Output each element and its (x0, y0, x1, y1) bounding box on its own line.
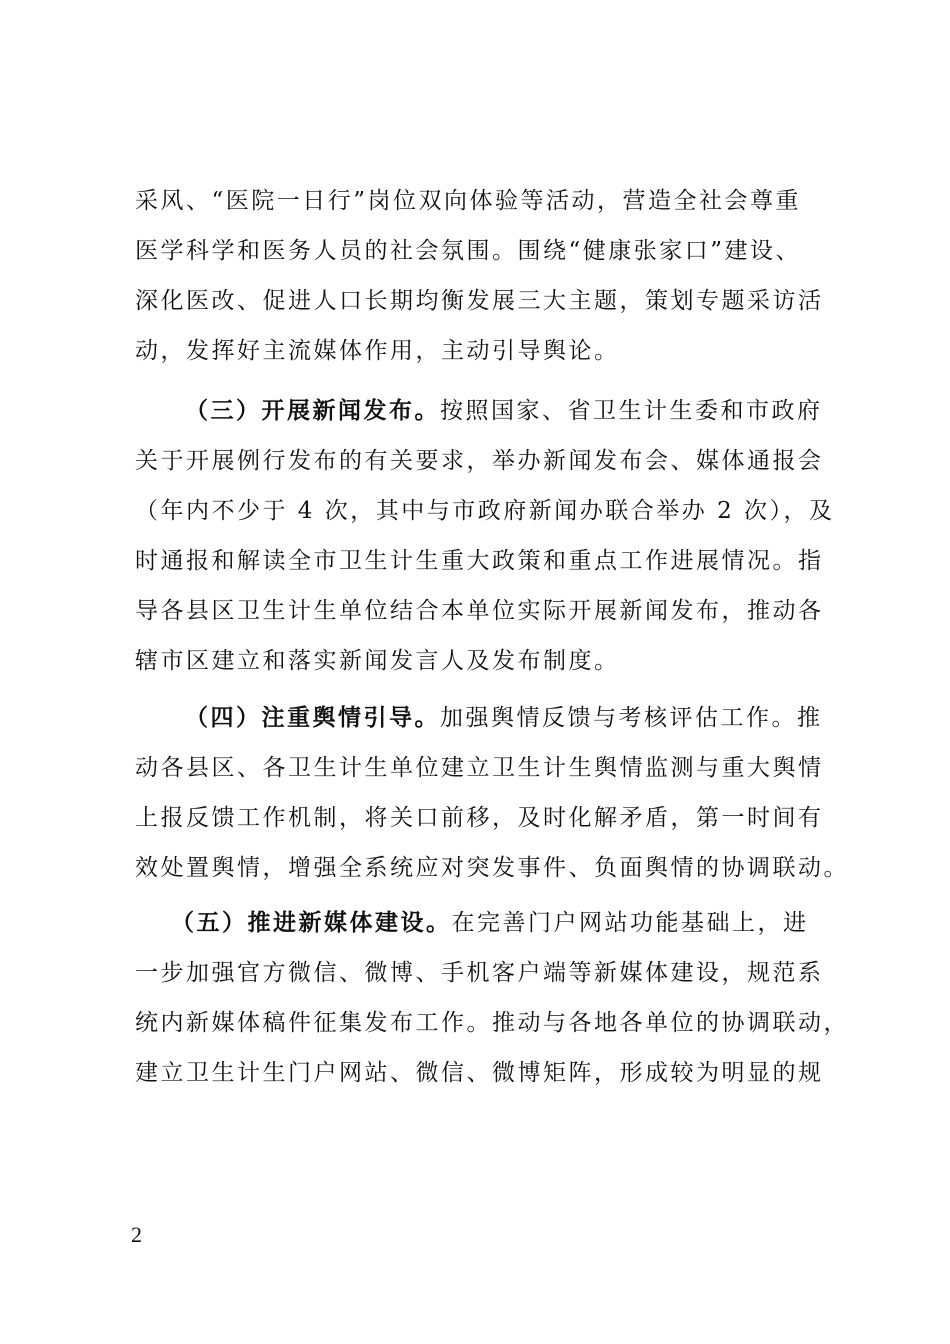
text-line: 深化医改、促进人口长期均衡发展三大主题，策划专题采访活 (135, 288, 824, 314)
text-line: 上报反馈工作机制，将关口前移，及时化解矛盾，第一时间有 (135, 805, 824, 831)
section-heading: （五）推进新媒体建设。 (171, 910, 452, 936)
paragraph-news-release (135, 386, 835, 686)
paragraph-media-activities (135, 176, 835, 376)
text-line: 建立卫生计生门户网站、微信、微博矩阵，形成较为明显的规 (135, 1060, 824, 1086)
text-line: 医学科学和医务人员的社会氛围。围绕“健康张家口”建设、 (135, 238, 802, 264)
text-line: 采风、“医院一日行”岗位双向体验等活动，营造全社会尊重 (135, 188, 802, 214)
text-line: 效处置舆情，增强全系统应对突发事件、负面舆情的协调联动。 (135, 855, 849, 881)
paragraph-first-line (135, 386, 835, 436)
text-line: 统内新媒体稿件征集发布工作。推动与各地各单位的协调联动， (135, 1010, 849, 1036)
section-heading: （四）注重舆情引导。 (185, 705, 440, 731)
page-number: 2 (131, 1222, 142, 1247)
paragraph-new-media (135, 898, 849, 1098)
text-run: 加强舆情反馈与考核评估工作。推 (440, 705, 823, 731)
text-line: 时通报和解读全市卫生计生重大政策和重点工作进展情况。指 (135, 548, 824, 574)
paragraph-first-line (135, 898, 835, 948)
text-line: 一步加强官方微信、微博、手机客户端等新媒体建设，规范系 (135, 960, 824, 986)
text-line: 导各县区卫生计生单位结合本单位实际开展新闻发布，推动各 (135, 598, 824, 624)
text-line: 动各县区、各卫生计生单位建立卫生计生舆情监测与重大舆情 (135, 755, 824, 781)
text-line: 关于开展例行发布的有关要求，举办新闻发布会、媒体通报会 (135, 448, 824, 474)
text-run: 在完善门户网站功能基础上，进 (451, 910, 809, 936)
section-heading: （三）开展新闻发布。 (185, 398, 440, 424)
text-run: 按照国家、省卫生计生委和市政府 (440, 398, 823, 424)
text-line: 辖市区建立和落实新闻发言人及发布制度。 (135, 648, 620, 674)
paragraph-first-line (135, 693, 835, 743)
text-line: 动，发挥好主流媒体作用，主动引导舆论。 (135, 338, 620, 364)
text-line: （年内不少于 4 次，其中与市政府新闻办联合举办 2 次），及 (135, 498, 835, 524)
paragraph-public-opinion (135, 693, 849, 893)
